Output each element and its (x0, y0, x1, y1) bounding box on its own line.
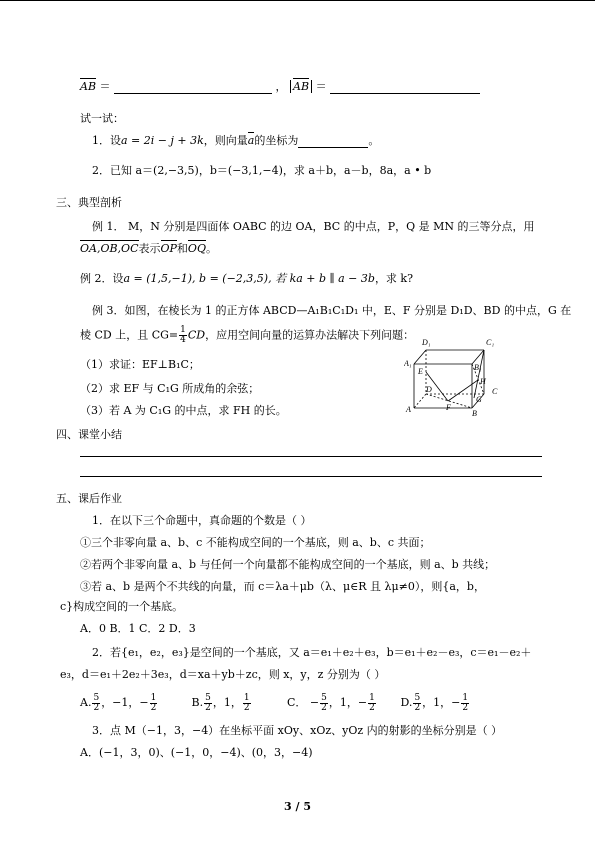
abs-vector-ab: AB (293, 80, 310, 93)
label-E: E (418, 367, 423, 376)
hw-q2-option-c: C． − $\frac{5}{2}$ ，1，− $\frac{1}{2}$ (287, 692, 375, 713)
summary-line-1 (80, 456, 542, 457)
cube-figure (404, 328, 514, 418)
vector-ab: AB (80, 80, 97, 93)
example-1-line2: OA,OB,OC表示OP和OQ。 (80, 242, 217, 255)
hw-q2-option-d: D. $\frac{5}{2}$ ，1，− $\frac{1}{2}$ (400, 692, 469, 713)
summary-line-2 (80, 476, 542, 477)
label-H: H (480, 377, 486, 386)
hw-q1-options: A．0 B．1 C．2 D．3 (80, 622, 196, 635)
label-A: A (406, 405, 411, 414)
try-q1: 1．设a = 2i − j + 3k，则向量a的坐标为 。 (92, 134, 380, 147)
example-3-item-1: （1）求证：EF⊥B₁C； (80, 358, 200, 371)
hw-q2a: 2．若{e₁，e₂，e₃}是空间的一个基底，又 a＝e₁＋e₂＋e₃，b＝e₁＋e₂－e₃，c＝e₁－e₂＋ (92, 646, 532, 659)
example-3-item-2: （2）求 EF 与 C₁G 所成角的余弦； (80, 382, 260, 395)
section-4-title: 四、课堂小结 (56, 428, 122, 441)
blank-q1 (298, 137, 368, 148)
hw-q1-s3a: ③若 a、b 是两个不共线的向量，而 c＝λa＋μb（λ、μ∈R 且 λμ≠0），则{a，b， (80, 580, 485, 593)
hw-q1-s1: ①三个非零向量 a、b、c 不能构成空间的一个基底，则 a、b、c 共面； (80, 536, 431, 549)
example-3-item-3: （3）若 A 为 C₁G 的中点，求 FH 的长。 (80, 404, 287, 417)
page-number: 3 / 5 (284, 800, 311, 813)
example-2: 例 2．设a = (1,5,−1), b = (−2,3,5), 若 ka + b ∥ a − 3b，求 k? (80, 272, 413, 285)
section-5-title: 五、课后作业 (56, 492, 122, 505)
vector-ab-line: AB ＝ ， AB ＝ (80, 80, 480, 94)
hw-q1: 1．在以下三个命题中，真命题的个数是（ ） (92, 514, 312, 527)
label-D: D (426, 385, 432, 394)
section-3-title: 三、典型剖析 (56, 196, 122, 209)
page-top-border (0, 0, 595, 1)
label-G: G (476, 395, 482, 404)
try-q2: 2．已知 a＝(2,−3,5)，b＝(−3,1,−4)，求 a＋b，a－b，8a，a • b (92, 164, 432, 177)
hw-q1-s3b: c}构成空间的一个基底。 (60, 600, 184, 613)
blank-abs-ab (330, 83, 480, 94)
hw-q2-option-a: A. $\frac{5}{2}$ ，−1，− $\frac{1}{2}$ (80, 692, 157, 713)
example-3-line2: 棱 CD 上，且 CG= $\frac{1}{4}$ CD，应用空间向量的运算办法解决下列问题： (80, 325, 415, 345)
example-1: 例 1． M，N 分别是四面体 OABC 的边 OA，BC 的中点，P，Q 是 MN 的三等分点，用 (92, 220, 535, 233)
label-C1: C₁ (486, 338, 495, 347)
label-B: B (472, 409, 477, 418)
label-F: F (446, 403, 451, 412)
blank-vector-ab (114, 83, 272, 94)
example-3: 例 3．如图，在棱长为 1 的正方体 ABCD—A₁B₁C₁D₁ 中，E、F 分别是 D₁D、BD 的中点，G 在 (92, 304, 572, 317)
label-B1: B₁ (474, 363, 482, 372)
hw-q2b: e₃，d＝e₁＋2e₂＋3e₃，d＝xa＋yb＋zc，则 x，y，z 分别为（ ） (60, 668, 386, 681)
hw-q3: 3．点 M（−1，3，−4）在坐标平面 xOy、xOz、yOz 内的射影的坐标分别是（ ） (92, 724, 503, 737)
hw-q2-options (80, 688, 491, 718)
try-title: 试一试： (80, 112, 124, 125)
hw-q2-option-b: B. $\frac{5}{2}$ ，1， $\frac{1}{2}$ (191, 692, 250, 713)
label-C: C (492, 387, 498, 396)
label-A1: A₁ (404, 359, 412, 368)
hw-q3-option-a: A．(−1，3，0)、(−1，0，−4)、(0，3，−4) (80, 746, 313, 759)
hw-q1-s2: ②若两个非零向量 a、b 与任何一个向量都不能构成空间的一个基底，则 a、b 共线； (80, 558, 496, 571)
label-D1: D₁ (422, 338, 431, 347)
